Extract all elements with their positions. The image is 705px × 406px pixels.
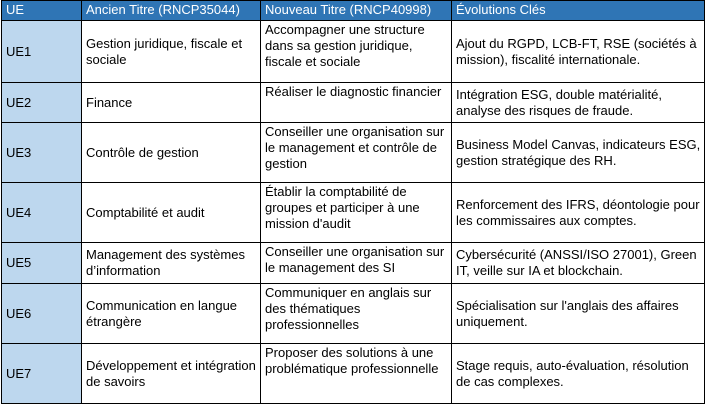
table-row	[2, 344, 705, 404]
ue-cell: UE5	[2, 243, 82, 284]
evolutions-cell: Intégration ESG, double matérialité, analyse des risques de fraude.	[452, 83, 705, 123]
ue-cell: UE3	[2, 123, 82, 183]
table-row	[2, 123, 705, 183]
table-row	[2, 21, 705, 83]
evolutions-cell: Cybersécurité (ANSSI/ISO 27001), Green IT, veille sur IA et blockchain.	[452, 243, 705, 284]
header-row	[2, 1, 705, 21]
evolutions-cell: Stage requis, auto-évaluation, résolution de cas complexes.	[452, 344, 705, 404]
ancien-titre-cell: Contrôle de gestion	[82, 123, 261, 183]
nouveau-titre-cell: Communiquer en anglais sur des thématiques professionnelles	[261, 284, 452, 344]
nouveau-titre-cell: Conseiller une organisation sur le management et contrôle de gestion	[261, 123, 452, 183]
table-row	[2, 83, 705, 123]
ancien-titre-cell: Finance	[82, 83, 261, 123]
evolutions-cell: Spécialisation sur l'anglais des affaires uniquement.	[452, 284, 705, 344]
table-row	[2, 183, 705, 243]
ancien-titre-cell: Comptabilité et audit	[82, 183, 261, 243]
table-header	[2, 1, 705, 21]
ue-cell: UE4	[2, 183, 82, 243]
nouveau-titre-cell: Établir la comptabilité de groupes et participer à une mission d'audit	[261, 183, 452, 243]
evolutions-cell: Renforcement des IFRS, déontologie pour les commissaires aux comptes.	[452, 183, 705, 243]
evolutions-cell: Business Model Canvas, indicateurs ESG, gestion stratégique des RH.	[452, 123, 705, 183]
ancien-titre-cell: Gestion juridique, fiscale et sociale	[82, 21, 261, 83]
nouveau-titre-cell: Réaliser le diagnostic financier	[261, 83, 452, 123]
header-ancien-titre: Ancien Titre (RNCP35044)	[82, 1, 261, 21]
ue-cell: UE2	[2, 83, 82, 123]
ancien-titre-cell: Développement et intégration de savoirs	[82, 344, 261, 404]
evolutions-cell: Ajout du RGPD, LCB-FT, RSE (sociétés à mission), fiscalité internationale.	[452, 21, 705, 83]
ue-cell: UE1	[2, 21, 82, 83]
nouveau-titre-cell: Accompagner une structure dans sa gestion juridique, fiscale et sociale	[261, 21, 452, 83]
header-evolutions-cles: Évolutions Clés	[452, 1, 705, 21]
ue-cell: UE6	[2, 284, 82, 344]
table-row	[2, 284, 705, 344]
comparison-table	[1, 0, 705, 404]
table-row	[2, 243, 705, 284]
ue-cell: UE7	[2, 344, 82, 404]
header-nouveau-titre: Nouveau Titre (RNCP40998)	[261, 1, 452, 21]
ancien-titre-cell: Management des systèmes d’information	[82, 243, 261, 284]
header-ue: UE	[2, 1, 82, 21]
table-body	[2, 21, 705, 404]
nouveau-titre-cell: Conseiller une organisation sur le management des SI	[261, 243, 452, 284]
nouveau-titre-cell: Proposer des solutions à une problématique professionnelle	[261, 344, 452, 404]
ancien-titre-cell: Communication en langue étrangère	[82, 284, 261, 344]
